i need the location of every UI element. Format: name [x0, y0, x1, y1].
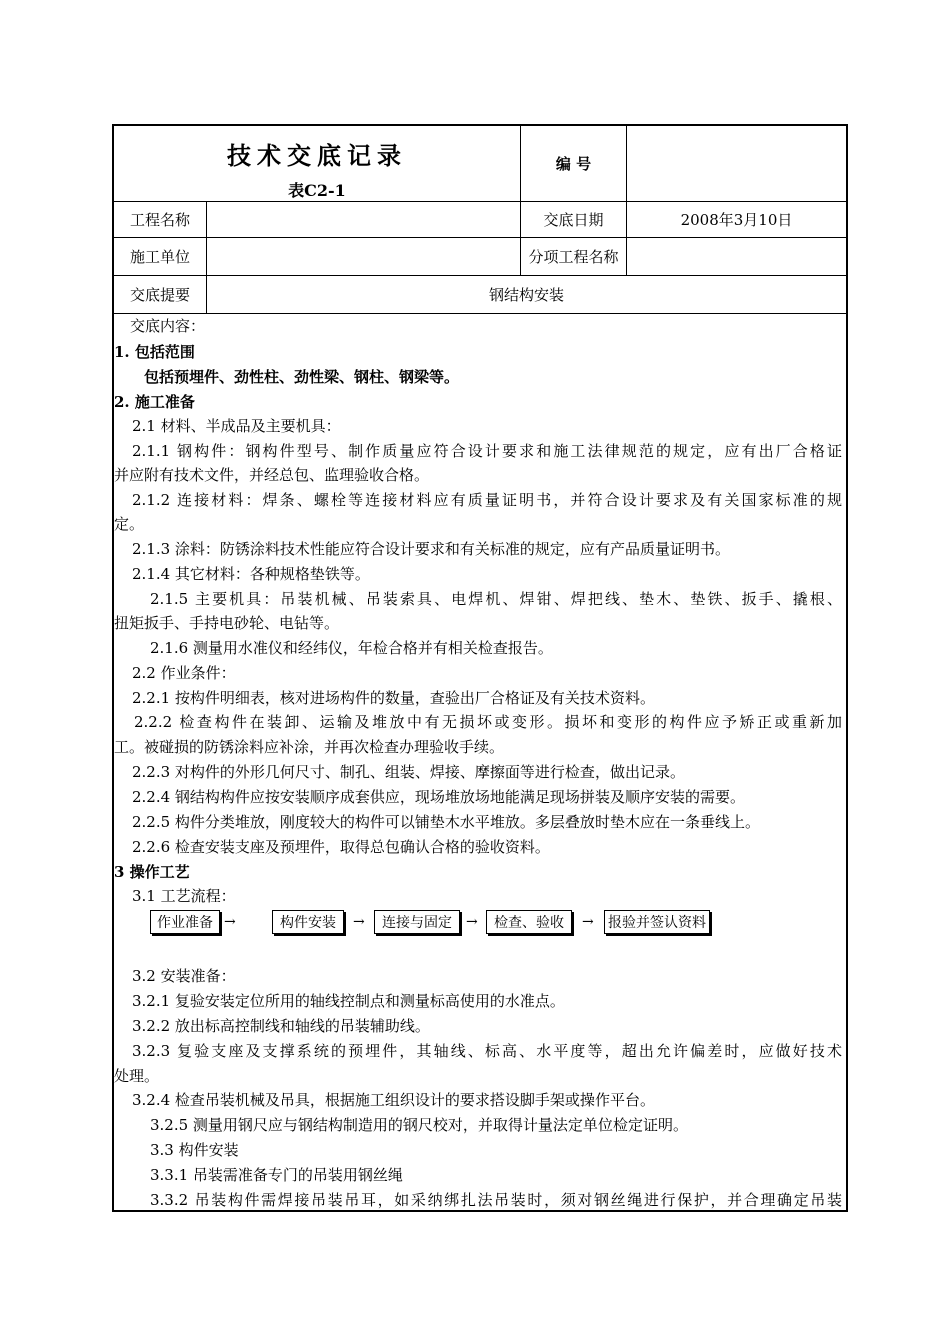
content-line: 2.1 材料、半成品及主要机具：	[132, 417, 341, 435]
content-line: 2.2 作业条件：	[132, 664, 236, 682]
content-line: 2.1.1 钢构件：钢构件型号、制作质量应符合设计要求和施工法律规范的规定，应有出厂合格证	[132, 442, 842, 460]
flow-step-connect: 连接与固定	[374, 910, 460, 934]
unit-row	[114, 238, 846, 276]
flow-arrow-icon: →	[582, 914, 594, 930]
technical-disclosure-form	[112, 124, 848, 1212]
project-name-label: 工程名称	[129, 211, 190, 229]
content-line: 2.1.6 测量用水准仪和经纬仪，年检合格并有相关检查报告。	[150, 639, 553, 657]
project-name-value	[206, 202, 520, 237]
content-heading: 交底内容：	[130, 317, 206, 335]
flow-step-install: 构件安装	[272, 910, 344, 934]
content-line: 2.2.3 对构件的外形几何尺寸、制孔、组装、焊接、摩擦面等进行检查，做出记录。	[132, 763, 685, 781]
content-line: 2.2.5 构件分类堆放，刚度较大的构件可以铺垫木水平堆放。多层叠放时垫木应在一条垂线上。	[132, 813, 760, 831]
disclosure-content	[114, 314, 846, 1210]
content-line: 3.2.4 检查吊装机械及吊具，根据施工组织设计的要求搭设脚手架或操作平台。	[132, 1091, 655, 1109]
content-line: 2.2.2 检查构件在装卸、运输及堆放中有无损坏或变形。损坏和变形的构件应予矫正或重新加	[134, 713, 842, 731]
content-line: 处理。	[114, 1067, 160, 1085]
content-line: 3.2.2 放出标高控制线和轴线的吊装辅助线。	[132, 1017, 430, 1035]
form-title: 技术交底记录	[227, 141, 407, 170]
summary-label: 交底提要	[129, 286, 190, 304]
flow-arrow-icon: →	[353, 914, 365, 930]
content-line: 包括预埋件、劲性柱、劲性梁、钢柱、钢梁等。	[144, 368, 460, 386]
content-line: 定。	[114, 515, 145, 533]
subproject-value	[626, 238, 846, 275]
content-line: 2.2.1 按构件明细表，核对进场构件的数量，查验出厂合格证及有关技术资料。	[132, 689, 655, 707]
section-2-heading: 2. 施工准备	[114, 393, 195, 411]
content-line: 2.1.3 涂料：防锈涂料技术性能应符合设计要求和有关标准的规定，应有产品质量证明书。	[132, 540, 730, 558]
content-line: 3.3 构件安装	[150, 1141, 239, 1159]
content-line: 3.3.1 吊装需准备专门的吊装用钢丝绳	[150, 1166, 403, 1184]
content-line: 3.2.3 复验支座及支撑系统的预埋件，其轴线、标高、水平度等，超出允许偏差时，应做好技术	[132, 1042, 842, 1060]
date-value: 2008年3月10日	[626, 202, 846, 237]
content-line: 并应附有技术文件，并经总包、监理验收合格。	[114, 466, 430, 484]
subproject-label: 分项工程名称	[520, 238, 626, 275]
flow-step-report: 报验并签认资料	[604, 910, 710, 934]
number-value	[626, 126, 846, 201]
content-line: 2.1.5 主要机具：吊装机械、吊装索具、电焊机、焊钳、焊把线、垫木、垫铁、扳手、撬根、	[150, 590, 842, 608]
date-label: 交底日期	[520, 202, 626, 237]
content-line: 扭矩扳手、手持电砂轮、电钻等。	[114, 614, 340, 632]
project-row	[114, 202, 846, 238]
content-line: 3.2.1 复验安装定位所用的轴线控制点和测量标高使用的水准点。	[132, 992, 565, 1010]
construction-unit-value	[206, 238, 520, 275]
number-label: 编 号	[520, 126, 626, 201]
flow-arrow-icon: →	[224, 914, 236, 930]
form-number: 表C2-1	[288, 181, 346, 200]
summary-value: 钢结构安装	[206, 276, 846, 313]
section-3-heading: 3 操作工艺	[114, 863, 190, 881]
content-line: 3.3.2 吊装构件需焊接吊装吊耳，如采纳绑扎法吊装时，须对钢丝绳进行保护，并合理确定吊装	[150, 1191, 842, 1209]
process-flow	[114, 910, 846, 940]
summary-row	[114, 276, 846, 314]
content-line: 3.1 工艺流程：	[132, 887, 236, 905]
flow-step-prepare: 作业准备	[150, 910, 220, 934]
content-line: 工。被碰损的防锈涂料应补涂，并再次检查办理验收手续。	[114, 738, 505, 756]
flow-arrow-icon: →	[466, 914, 478, 930]
header-row	[114, 126, 846, 202]
construction-unit-label: 施工单位	[129, 248, 190, 266]
flow-step-inspect: 检查、验收	[486, 910, 572, 934]
content-line: 2.1.2 连接材料：焊条、螺栓等连接材料应有质量证明书，并符合设计要求及有关国家标准的规	[132, 491, 842, 509]
content-line: 2.1.4 其它材料：各种规格垫铁等。	[132, 565, 370, 583]
content-line: 3.2.5 测量用钢尺应与钢结构制造用的钢尺校对，并取得计量法定单位检定证明。	[150, 1116, 688, 1134]
content-line: 2.2.4 钢结构构件应按安装顺序成套供应，现场堆放场地能满足现场拼装及顺序安装的需要。	[132, 788, 745, 806]
content-line: 3.2 安装准备：	[132, 967, 236, 985]
content-line: 2.2.6 检查安装支座及预埋件，取得总包确认合格的验收资料。	[132, 838, 550, 856]
section-1-heading: 1. 包括范围	[114, 343, 195, 361]
